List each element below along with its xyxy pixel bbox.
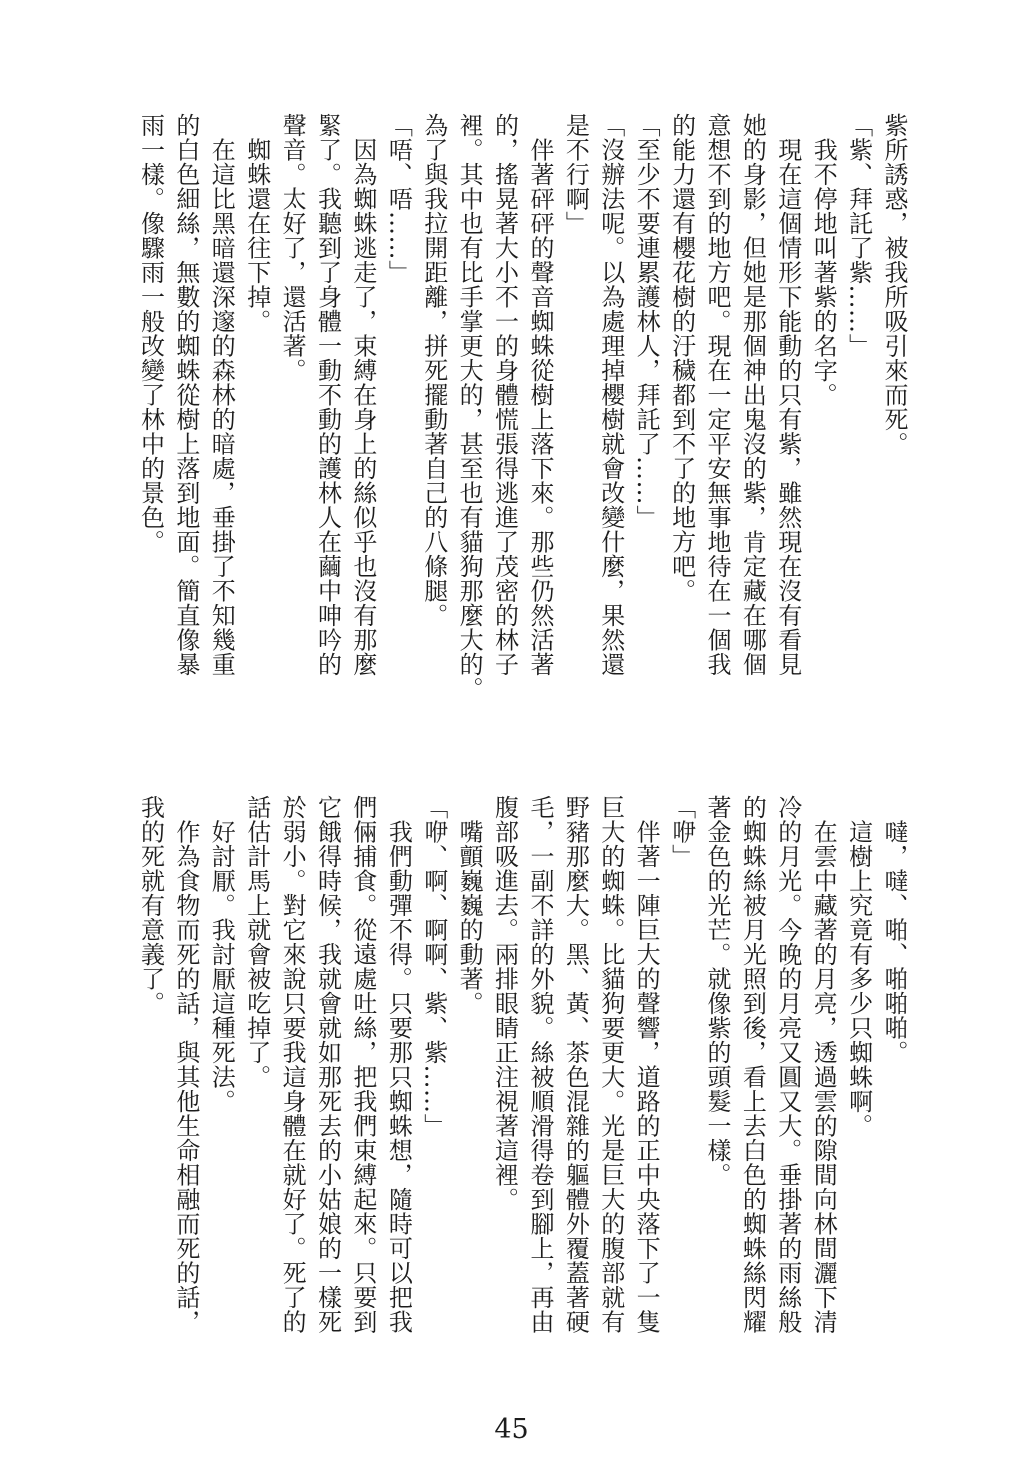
text-column: 意想不到的地方吧。現在一定平安無事地待在一個我 [702,113,731,677]
text-column: 噠，噠、啪、啪啪啪。 [880,795,908,1065]
text-column: 在這比黑暗還深邃的森林的暗處，垂掛了不知幾重 [207,113,236,677]
text-column: 野豬那麼大。黑、黃、茶色混雜的軀體外覆蓋著硬 [561,795,590,1334]
text-column: 它餓得時候，我就會就如那死去的小姑娘的一樣死 [313,795,342,1334]
page-number: 45 [494,1414,529,1445]
text-column: 的白色細絲，無數的蜘蛛從樹上落到地面。簡直像暴 [171,113,200,677]
upper-text-block [132,113,911,701]
text-column: 「咿」 [667,795,696,869]
text-column: 於弱小。對它來說只要我這身體在就好了。死了的 [278,795,307,1334]
text-column: 作為食物而死的話，與其他生命相融而死的話， [171,795,200,1334]
text-column: 「至少不要連累護林人，拜託了……」 [632,113,661,530]
text-column: 毛，一副不詳的外貌。絲被順滑得卷到腳上，再由 [525,795,554,1334]
text-column: 裡。其中也有比手掌更大的，甚至也有貓狗那麼大的。 [455,113,484,701]
text-column: 「咿、啊、啊啊、紫、紫……」 [419,795,448,1138]
text-column: 的，搖晃著大小不一的身體慌張得逃進了茂密的林子 [490,113,519,677]
text-column: 雨一樣。像驟雨一般改變了林中的景色。 [136,113,165,554]
text-column: 們倆捕食。從遠處吐絲，把我們束縛起來。只要到 [348,795,377,1334]
text-column: 因為蜘蛛逃走了，束縛在身上的絲似乎也沒有那麼 [348,113,377,677]
text-column: 緊了。我聽到了身體一動不動的護林人在繭中呻吟的 [313,113,342,677]
text-column: 的能力還有櫻花樹的汙穢都到不了的地方吧。 [667,113,696,603]
text-column: 在雲中藏著的月亮，透過雲的隙間向林間灑下清 [809,795,838,1334]
text-column: 好討厭。我討厭這種死法。 [207,795,236,1114]
text-column: 巨大的蜘蛛。比貓狗要更大。光是巨大的腹部就有 [596,795,625,1334]
text-column: 「沒辦法呢。以為處理掉櫻樹就會改變什麼，果然還 [596,113,625,677]
text-column: 嘴顫巍巍的動著。 [455,795,484,1016]
text-column: 我的死就有意義了。 [136,795,165,1016]
text-column: 腹部吸進去。兩排眼睛正注視著這裡。 [490,795,519,1212]
text-column: 伴著一陣巨大的聲響，道路的正中央落下了一隻 [632,795,661,1334]
text-column: 我們動彈不得。只要那只蜘蛛想，隨時可以把我 [384,795,413,1334]
text-column: 是不行啊」 [561,113,590,236]
text-column: 她的身影，但她是那個神出鬼沒的紫，肯定藏在哪個 [738,113,767,677]
text-column: 我不停地叫著紫的名字。 [809,113,838,407]
text-column: 著金色的光芒。就像紫的頭髮一樣。 [702,795,731,1187]
text-column: 聲音。太好了，還活著。 [278,113,307,383]
text-column: 「唔、唔……」 [384,113,413,285]
text-column: 紫所誘惑，被我所吸引來而死。 [880,113,908,456]
text-column: 蜘蛛還在往下掉。 [242,113,271,334]
text-column: 冷的月光。今晚的月亮又圓又大。垂掛著的雨絲般 [773,795,802,1334]
text-column: 話估計馬上就會被吃掉了。 [242,795,271,1089]
text-column: 「紫、拜託了紫……」 [844,113,873,358]
text-column: 現在這個情形下能動的只有紫，雖然現在沒有看見 [773,113,802,677]
text-column: 為了與我拉開距離，拼死擺動著自己的八條腿。 [419,113,448,628]
text-column: 這樹上究竟有多少只蜘蛛啊。 [844,795,873,1138]
text-column: 的蜘蛛絲被月光照到後，看上去白色的蜘蛛絲閃耀 [738,795,767,1334]
lower-text-block [132,795,911,1335]
text-column: 伴著砰砰的聲音蜘蛛從樹上落下來。那些仍然活著 [525,113,554,677]
